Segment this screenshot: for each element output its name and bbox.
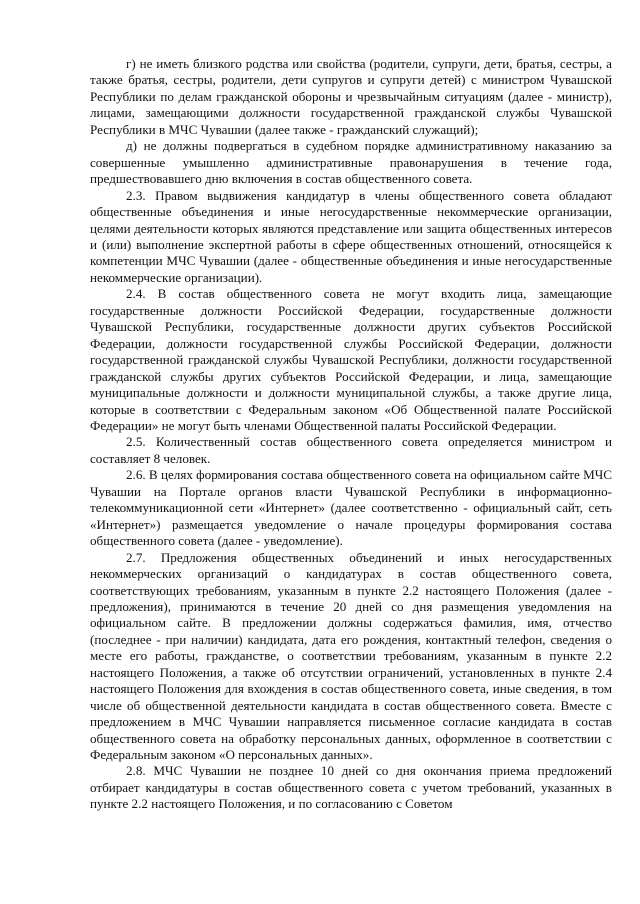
paragraph-2-8: 2.8. МЧС Чувашии не позднее 10 дней со дня окончания приема предложений отбирает кандидатуры в состав общественного совета с учетом требований, указанных в пункте 2.2 настоящего Положения, и по согласованию с Советом (90, 763, 612, 812)
document-page (90, 56, 612, 813)
paragraph-2-3: 2.3. Правом выдвижения кандидатур в члены общественного совета обладают общественные объединения и иные негосударственные некоммерческие организации, целями деятельности которых являются представление или защита общественных интересов и (или) выполнение экспертной работы в сфере общественных отношений, относящейся к компетенции МЧС Чувашии (далее - общественные объединения и иные негосударственные некоммерческие организации). (90, 187, 612, 285)
paragraph-2-6: 2.6. В целях формирования состава общественного совета на официальном сайте МЧС Чувашии на Портале органов власти Чувашской Республики в информационно-телекоммуникационной сети «Интернет» (далее соответственно - официальный сайт, сеть «Интернет») размещается уведомление о начале процедуры формирования состава общественного совета (далее - уведомление). (90, 467, 612, 549)
paragraph-item-d: д) не должны подвергаться в судебном порядке административному наказанию за совершенные умышленно административные правонарушения в течение года, предшествовавшего дню включения в состав общественного совета. (90, 138, 612, 187)
paragraph-2-4: 2.4. В состав общественного совета не могут входить лица, замещающие государственные должности Российской Федерации, государственные должности Чувашской Республики, государственные должности других субъектов Российской Федерации, должности государственной службы Российской Федерации, должности государственной гражданской службы Чувашской Республики, должности государственной гражданской службы других субъектов Российской Федерации, и лица, замещающие муниципальные должности и должности муниципальной службы, а также другие лица, которые в соответствии с Федеральным законом «Об Общественной палате Российской Федерации» не могут быть членами Общественной палаты Российской Федерации. (90, 286, 612, 433)
paragraph-2-5: 2.5. Количественный состав общественного совета определяется министром и составляет 8 человек. (90, 434, 612, 466)
paragraph-2-7: 2.7. Предложения общественных объединений и иных негосударственных некоммерческих организаций о кандидатурах в состав общественного совета, соответствующих требованиям, указанным в пункте 2.2 настоящего Положения (далее - предложения), принимаются в течение 20 дней со дня размещения уведомления на официальном сайте. В предложении должны содержаться фамилия, имя, отчество (последнее - при наличии) кандидата, дата его рождения, контактный телефон, сведения о месте его работы, гражданстве, о соответствии требованиям, указанным в пункте 2.2 настоящего Положения, а также об отсутствии ограничений, установленных в пункте 2.4 настоящего Положения для вхождения в состав общественного совета, иные сведения, в том числе об общественной деятельности кандидата в состав общественного совета. Вместе с предложением в МЧС Чувашии направляется письменное согласие кандидата в состав общественного совета на обработку персональных данных, оформленное в соответствии с Федеральным законом «О персональных данных». (90, 549, 612, 763)
paragraph-item-g: г) не иметь близкого родства или свойства (родители, супруги, дети, братья, сестры, а также братья, сестры, родители, дети супругов и супруги детей) с министром Чувашской Республики по делам гражданской обороны и чрезвычайным ситуациям (далее - министр), лицами, замещающими должности государственной гражданской службы Чувашской Республики в МЧС Чувашии (далее также - гражданский служащий); (90, 56, 612, 137)
